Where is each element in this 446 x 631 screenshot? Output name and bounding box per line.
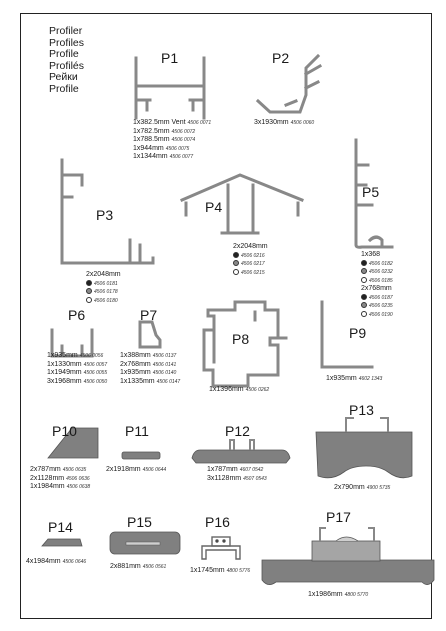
detail-length: 2x2048mm	[86, 271, 121, 278]
detail-length: 1x787mm	[207, 466, 240, 473]
detail-code: 4506 0215	[241, 269, 265, 276]
profile-p17-shape	[262, 528, 434, 585]
detail-length: 1x1949mm	[47, 369, 84, 376]
detail-line	[361, 277, 393, 286]
detail-length: 2x1918mm	[106, 466, 143, 473]
color-dot-icon	[361, 311, 367, 317]
profile-p4-shape	[182, 175, 302, 233]
profile-details-p9	[326, 375, 382, 384]
detail-line	[86, 297, 121, 306]
detail-code: 4506 0072	[171, 128, 196, 135]
profile-p13-shape	[316, 418, 412, 478]
detail-code: 4506 0232	[369, 269, 393, 275]
detail-code: 4506 0635	[62, 467, 87, 473]
detail-code: 4506 0190	[369, 311, 393, 318]
detail-line	[190, 567, 250, 576]
profile-label-p15: P15	[127, 514, 152, 530]
detail-code: 4900 5735	[366, 485, 391, 491]
profile-details-p16	[190, 567, 250, 576]
profile-details-p5	[361, 251, 393, 319]
detail-code: 4506 0178	[94, 289, 118, 295]
detail-length: 3x1128mm	[207, 474, 244, 482]
profile-details-p6	[47, 352, 107, 386]
detail-code: 4506 0060	[290, 120, 315, 126]
detail-line	[361, 302, 393, 311]
detail-length: 1x935mm	[326, 375, 359, 382]
profile-details-p12	[207, 466, 267, 483]
color-dot-icon	[233, 269, 239, 275]
detail-length: 1x382.5mm Vent	[133, 119, 188, 126]
color-dot-icon	[86, 288, 92, 294]
detail-code: 4506 0187	[369, 294, 393, 301]
profile-details-p17	[308, 591, 368, 600]
detail-code: 4506 0141	[152, 361, 177, 368]
detail-line	[120, 378, 180, 387]
detail-length: 1x1396mm	[209, 386, 246, 393]
profile-details-p14	[26, 558, 86, 567]
detail-line	[47, 378, 107, 387]
profile-label-p13: P13	[349, 402, 374, 418]
profile-details-p10	[30, 466, 90, 492]
detail-line	[26, 558, 86, 567]
color-dot-icon	[86, 297, 92, 303]
heading-line: Рейки	[49, 71, 78, 83]
detail-length: 2x768mm	[361, 285, 392, 292]
detail-length: 1x1344mm	[133, 153, 170, 160]
color-dot-icon	[361, 268, 367, 274]
detail-line	[361, 294, 393, 303]
detail-line	[233, 269, 268, 278]
detail-line	[106, 466, 166, 475]
detail-length: 1x1330mm	[47, 360, 84, 368]
detail-length: 2x787mm	[30, 466, 63, 473]
detail-line	[233, 260, 268, 269]
detail-code: 4506 0217	[241, 261, 265, 267]
detail-line	[47, 361, 107, 370]
detail-code: 4506 0182	[369, 260, 393, 267]
detail-line	[30, 466, 90, 475]
detail-line	[133, 119, 211, 128]
detail-line	[86, 271, 121, 280]
profile-label-p6: P6	[68, 307, 86, 323]
detail-code: 4506 0262	[245, 387, 270, 393]
detail-line	[133, 136, 211, 145]
detail-line	[47, 352, 107, 361]
detail-length: 2x768mm	[120, 360, 153, 368]
profile-label-p2: P2	[272, 50, 290, 66]
profile-label-p14: P14	[48, 519, 73, 535]
detail-line	[120, 369, 180, 378]
detail-code: 4506 0057	[83, 361, 108, 368]
detail-line	[209, 386, 269, 395]
color-dot-icon	[361, 277, 367, 283]
detail-line	[361, 268, 393, 277]
detail-length: 1x782.5mm	[133, 127, 172, 135]
color-dot-icon	[86, 280, 92, 286]
detail-length: 1x1745mm	[190, 567, 227, 574]
detail-line	[133, 128, 211, 137]
detail-line	[361, 260, 393, 269]
detail-code: 4506 0075	[165, 145, 190, 152]
detail-code: 4602 1343	[358, 376, 383, 382]
detail-length: 1x1984mm	[30, 483, 67, 490]
detail-code: 4800 5770	[344, 592, 369, 598]
detail-code: 4506 0074	[171, 137, 196, 143]
detail-line	[86, 288, 121, 297]
detail-code: 4506 0056	[79, 353, 104, 359]
detail-code: 4506 0636	[66, 475, 90, 482]
profile-label-p5: P5	[362, 184, 380, 200]
detail-line	[334, 484, 390, 493]
heading-line: Profiles	[49, 36, 85, 49]
detail-length: 1x1986mm	[308, 591, 345, 598]
profile-label-p16: P16	[205, 514, 230, 530]
detail-code: 4800 5776	[226, 568, 251, 574]
detail-line	[133, 153, 211, 162]
profile-label-p8: P8	[232, 331, 250, 347]
color-dot-icon	[233, 252, 239, 258]
detail-code: 4506 0644	[142, 467, 167, 473]
heading-line: Profile	[49, 48, 79, 60]
heading-line: Profiler	[49, 25, 83, 37]
detail-length: 1x944mm	[133, 144, 166, 152]
detail-line	[47, 369, 107, 378]
profile-p12-shape	[192, 440, 290, 463]
profile-label-p12: P12	[225, 423, 250, 439]
detail-length: 1x1335mm	[120, 377, 157, 385]
detail-code: 4506 0235	[369, 303, 393, 309]
detail-code: 4506 0181	[94, 280, 118, 287]
detail-length: 2x1128mm	[30, 474, 67, 482]
color-dot-icon	[361, 294, 367, 300]
detail-line	[233, 243, 268, 252]
heading-line: Profile	[49, 82, 79, 95]
detail-code: 4607 0542	[239, 467, 264, 473]
profile-label-p10: P10	[52, 423, 77, 439]
profile-p16-shape	[202, 537, 240, 559]
profile-details-p2	[254, 119, 314, 128]
profile-details-p15	[110, 563, 166, 572]
profile-p14-shape	[42, 539, 82, 546]
detail-length: 1x935mm	[120, 369, 153, 376]
profile-details-p13	[334, 484, 390, 493]
profile-label-p3: P3	[96, 207, 114, 223]
detail-length: 2x2048mm	[233, 243, 268, 250]
profile-label-p1: P1	[161, 50, 179, 66]
profile-label-p7: P7	[140, 307, 158, 323]
detail-code: 4506 0216	[241, 252, 265, 259]
detail-line	[308, 591, 368, 600]
detail-line	[120, 352, 180, 361]
detail-line	[254, 119, 314, 128]
detail-code: 4506 0147	[156, 378, 181, 385]
profile-details-p11	[106, 466, 166, 475]
detail-line	[361, 311, 393, 320]
detail-line	[30, 483, 90, 492]
profile-details-p7	[120, 352, 180, 386]
detail-length: 1x388mm	[120, 352, 153, 359]
profile-details-p1	[133, 119, 211, 162]
detail-line	[207, 466, 267, 475]
profile-label-p17: P17	[326, 509, 351, 525]
profile-label-p11: P11	[125, 423, 149, 439]
profile-p7-shape	[140, 322, 160, 347]
detail-code: 4506 0180	[94, 297, 118, 304]
detail-code: 4507 0543	[243, 475, 267, 482]
detail-code: 4506 0055	[83, 370, 108, 376]
heading-line: Profilés	[49, 59, 85, 72]
detail-line	[86, 280, 121, 289]
detail-length: 1x368	[361, 251, 381, 258]
color-dot-icon	[361, 260, 367, 266]
detail-length: 3x1968mm	[47, 377, 84, 385]
detail-code: 4506 0646	[62, 559, 87, 565]
detail-line	[110, 563, 166, 572]
detail-line	[361, 285, 393, 294]
detail-line	[120, 361, 180, 370]
detail-length: 1x935mm	[47, 352, 80, 359]
detail-line	[133, 145, 211, 154]
profile-details-p3	[86, 271, 121, 305]
detail-line	[207, 475, 267, 484]
detail-code: 4506 0638	[66, 484, 91, 490]
color-dot-icon	[233, 260, 239, 266]
profile-label-p9: P9	[349, 325, 367, 341]
detail-line	[233, 252, 268, 261]
profile-details-p8	[209, 386, 269, 395]
color-dot-icon	[361, 302, 367, 308]
detail-code: 4506 0137	[152, 353, 177, 359]
detail-length: 2x790mm	[334, 484, 367, 491]
detail-code: 4506 0140	[152, 370, 177, 376]
detail-code: 4506 0561	[142, 564, 167, 570]
profile-p1-shape	[136, 58, 204, 118]
profile-label-p4: P4	[205, 199, 223, 215]
detail-length: 2x881mm	[110, 563, 143, 570]
detail-line	[326, 375, 382, 384]
detail-code: 4506 0185	[369, 277, 393, 284]
detail-code: 4506 0071	[187, 120, 212, 126]
detail-code: 4506 0077	[169, 154, 194, 160]
detail-length: 3x1930mm	[254, 119, 291, 126]
detail-line	[361, 251, 393, 260]
detail-code: 4506 0050	[83, 378, 108, 385]
detail-length: 1x788.5mm	[133, 136, 172, 143]
detail-line	[30, 475, 90, 484]
profile-details-p4	[233, 243, 268, 277]
detail-length: 4x1984mm	[26, 558, 63, 565]
profile-p11-shape	[122, 452, 160, 459]
